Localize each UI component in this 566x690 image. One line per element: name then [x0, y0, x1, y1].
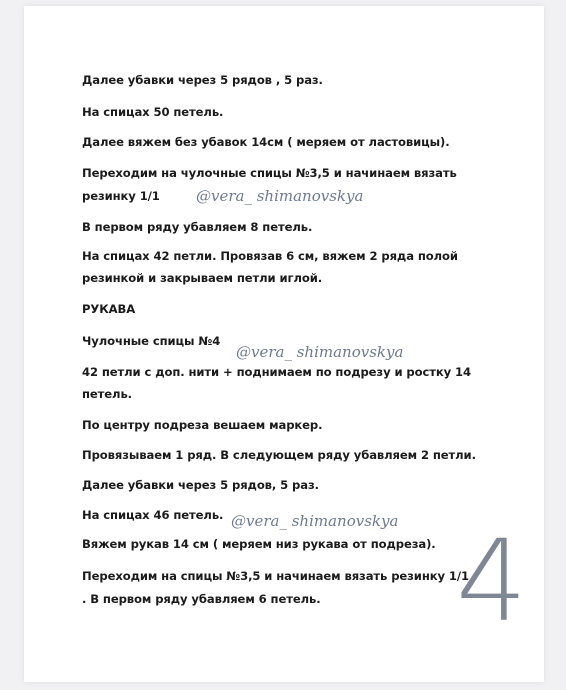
text-line: На спицах 42 петли. Провязав 6 см, вяжем 2 ряда полой — [82, 249, 458, 263]
text-line: Переходим на спицы №3,5 и начинаем вязать резинку 1/1 — [82, 569, 469, 583]
text-line: Далее убавки через 5 рядов, 5 раз. — [82, 478, 319, 492]
watermark: @vera_ shimanovskya — [231, 512, 399, 530]
text-line: . В первом ряду убавляем 6 петель. — [82, 592, 321, 606]
text-line: резинкой и закрываем петли иглой. — [82, 271, 323, 285]
text-line: По центру подреза вешаем маркер. — [82, 418, 323, 432]
document-page — [24, 6, 544, 682]
text-line: Вяжем рукав 14 см ( меряем низ рукава от подреза). — [82, 537, 436, 551]
watermark: @vera_ shimanovskya — [236, 343, 404, 361]
text-line: Чулочные спицы №4 — [82, 334, 221, 348]
text-line: Провязываем 1 ряд. В следующем ряду убавляем 2 петли. — [82, 448, 476, 462]
watermark: @vera_ shimanovskya — [196, 187, 364, 205]
text-line: 42 петли с доп. нити + поднимаем по подрезу и ростку 14 — [82, 365, 471, 379]
text-line: Переходим на чулочные спицы №3,5 и начинаем вязать — [82, 166, 457, 180]
text-line: резинку 1/1 — [82, 189, 160, 203]
text-line: В первом ряду убавляем 8 петель. — [82, 220, 313, 234]
page-number: 4 — [456, 517, 528, 647]
text-line: На спицах 46 петель. — [82, 508, 224, 522]
text-line: На спицах 50 петель. — [82, 105, 224, 119]
text-line: Далее вяжем без убавок 14см ( меряем от ластовицы). — [82, 135, 450, 149]
section-heading: РУКАВА — [82, 302, 136, 316]
text-line: петель. — [82, 387, 132, 401]
text-line: Далее убавки через 5 рядов , 5 раз. — [82, 73, 323, 87]
